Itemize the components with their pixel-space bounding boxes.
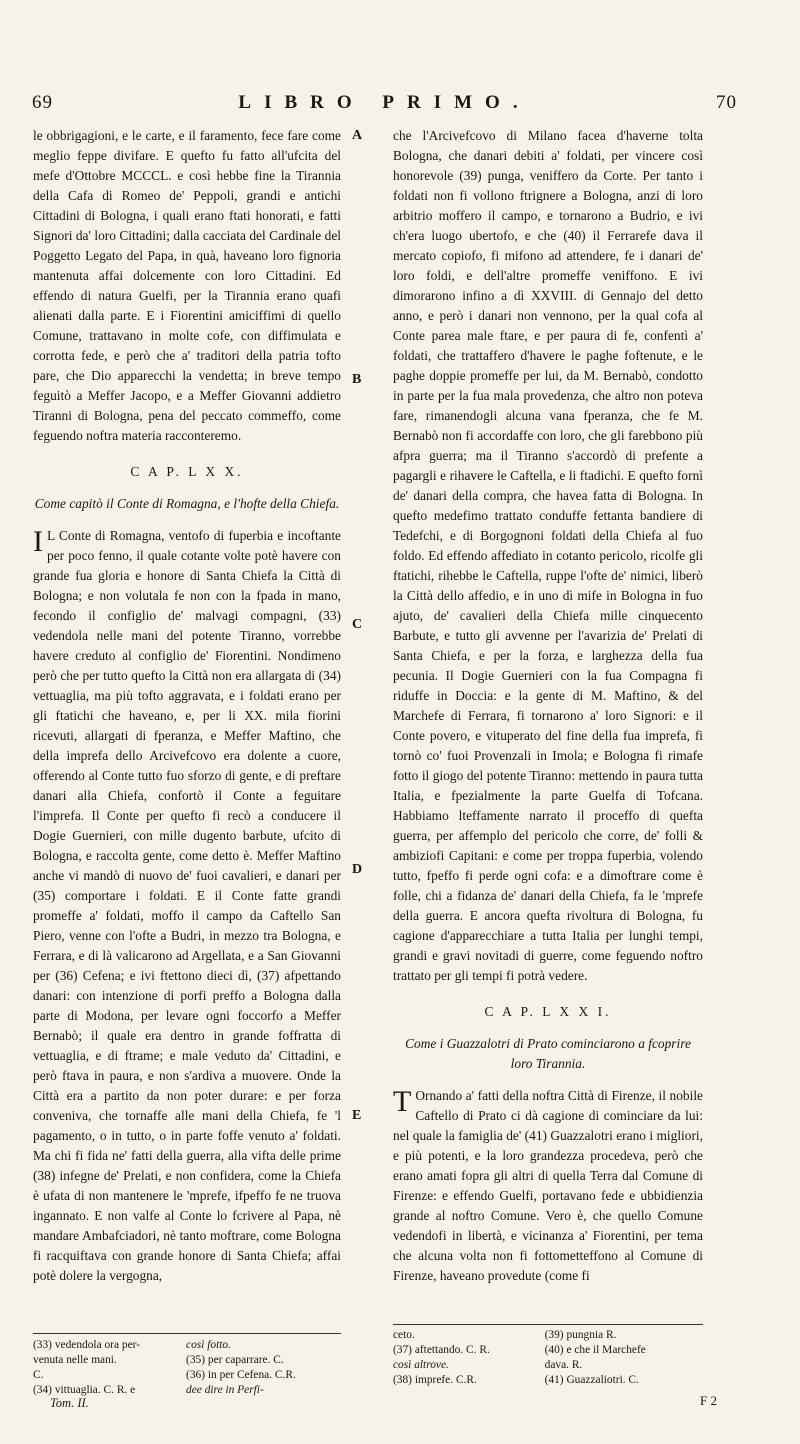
footnote: (37) aftettando. C. R.: [393, 1344, 490, 1356]
running-title: LIBRO PRIMO.: [238, 92, 531, 113]
footnote-rule-left: [33, 1333, 341, 1334]
margin-letter-d: D: [352, 862, 363, 877]
footnote: C.: [33, 1369, 44, 1381]
footnote: (34) vittuaglia. C. R. e: [33, 1384, 136, 1396]
chapter-summary: Come capitò il Conte di Romagna, e l'hofte della Chiefa.: [34, 496, 340, 511]
right-column: [393, 126, 703, 1286]
footnote: venuta nelle mani.: [33, 1354, 117, 1366]
chapter-summary: Come i Guazzalotri di Prato cominciarono a fcoprire loro Tirannia.: [405, 1036, 691, 1071]
footnote: (41) Guazzaliotri. C.: [544, 1374, 639, 1386]
footnote-rule-right: [393, 1324, 703, 1325]
footnote: dava. R.: [544, 1359, 583, 1371]
running-header: [32, 92, 737, 116]
page-number-right: 70: [716, 92, 737, 113]
footnote: così altrove.: [393, 1359, 449, 1371]
paragraph-text: Ornando a' fatti della noftra Città di Firenze, il nobile Caftello di Prato ci dà cagione di cominciare da lui: nel quale la famiglia de' (41) Guazzalotri erano i migliori, e più potenti, e la loro grandezza procedeva, però che erano amati fopra gli altri di quella Terra dal Comune di Firenze: e effendo Guelfi, portavano fede e ubbidienzia grande al noftro Comune. Vero è, che quello Comune vedendofi in libertà, e vicinanza a' Fiorentini, per tema che alcuna volta non fi fottometteffono al Comune di Firenze, haveano provedute (come fi: [393, 1088, 703, 1283]
footnote: ceto.: [393, 1329, 415, 1341]
footnote: (39) pungnia R.: [544, 1329, 617, 1341]
chapter-heading: C A P. L X X.: [130, 464, 244, 479]
paragraph: [33, 526, 341, 1286]
footnote: dee dire in Perfi-: [186, 1384, 264, 1396]
drop-cap: T: [393, 1085, 412, 1118]
margin-letter-c: C: [352, 617, 363, 632]
footnote: (40) e che il Marchefe: [544, 1344, 646, 1356]
footnote: così fotto.: [186, 1339, 231, 1351]
paragraph: [393, 1086, 703, 1286]
margin-letter-a: A: [352, 128, 363, 143]
margin-letter-b: B: [352, 372, 362, 387]
footnote: (38) imprefe. C.R.: [393, 1374, 477, 1386]
footnote: (35) per caparrare. C.: [186, 1354, 284, 1366]
margin-letter-e: E: [352, 1108, 362, 1123]
footnotes-left: [33, 1338, 343, 1398]
paragraph-text: L Conte di Romagna, ventofo di fuperbia e incoftante per poco fenno, il quale cotante volte potè havere con grande fua gloria e honore di Santa Chiefa la Città di Bologna; e non volutala fe non con la fpada in mano, fecondo il configlio de' malvagi compagni, (33) vedendola nelle mani del potente Tiranno, vorrebbe havere creduto al configlio de' Fiorentini. Nondimeno però che per tutto quefto la Città non era allargata di (34) vettuaglia, ma più tofto aggravata, e i foldati erano per gli ftatichi che haveano, e, per li XX. mila fiorini ricevuti, allargati di fperanza, e Meffer Maftino, che della imprefa dello Arcivefcovo era dolente a cuore, offerendo al Conte tutto fuo sforzo di gente, e di preftare danari alla Chiefa, confortò il Conte a feguitare l'imprefa. Il Conte per quefto fi recò a conducere il Dogie Guernieri, con mille dugento barbute, ufcito di Bologna, e raccolta gente, come detto è. Meffer Maftino anche vi mandò di nuovo de' fuoi cavalieri, e danari per (35) comportare i foldati. E il Conte fatte grandi promeffe a' foldati, moffo il campo da Caftello San Piero, venne con l'ofte a Budri, in mezzo tra Bologna, e Ferrara, e di là valicarono ad Argellata, e a San Giovanni per (36) Cefena; e ivi ftettono dieci dì, (37) afpettando danari: con intenzione di porfi preffo a Bologna dalla parte di Modona, per levare ogni foccorfo a Meffer Bernabò; il quale era dentro in grande foffratta di vettuaglia, e di ftrame; e male veduto da' Cittadini, e però ftava in paura, e non s'ardiva a muovere. Onde la Città era a partito da non poter durare: e per forza conveniva, che tornaffe alle mani della Chiefa, fe 'l pagamento, o in tutto, o in parte foffe venuto a' foldati. Ma chi fi fida ne' fatti della guerra, alla vifta delle prime (38) infegne de' Prelati, e non confidera, come la Chiefa è ufata di non mantenere le 'mprefe, ifpeffo fe ne truova ingannato. E non valfe al Conte lo fcrivere al Papa, nè mandare Ambafciadori, nè tanto moftrare, come Bologna fi racquiftava con grande honore di Santa Chiefa; affai potè dolere la vergogna,: [33, 528, 341, 1283]
footnote: (33) vedendola ora per-: [33, 1339, 140, 1351]
signature-mark: F 2: [700, 1393, 717, 1408]
paragraph: le obbrigagioni, e le carte, e il faramento, fece fare come meglio feppe divifare. E quefto fu fatto all'ufcita del mefe d'Ottobre MCCCL. e così hebbe fine la Tirannia della Cafa di Romeo de' Peppoli, grandi e antichi Cittadini di Bologna, i quali erano ftati honorati, e fatti Signori da' loro Cittadini; dalla cacciata del Cardinale del Poggetto Legato del Papa, in quà, haveano loro fignoria mantenuta affai dolcemente con loro Cittadini. Ed effendo di natura Guelfi, per la Tirannia erano quafi alienati dalla parte. E i Fiorentini amiciffimi di quello Comune, trattavano in molte cofe, con diffimulata e corrotta fede, e però che a' traditori della patria tofto pare, che Dio apparecchi la vendetta; in breve tempo feguitò a Meffer Jacopo, e a Meffer Giovanni addietro Tiranni di Bologna, pena del peccato commeffo, come feguendo noftra materia racconteremo.: [33, 128, 341, 443]
drop-cap: I: [33, 525, 43, 558]
volume-label: Tom. II.: [50, 1396, 89, 1410]
left-column: [33, 126, 341, 1286]
footnotes-right: [393, 1328, 703, 1388]
chapter-heading: C A P. L X X I.: [484, 1004, 612, 1019]
page-number-left: 69: [32, 92, 53, 113]
paragraph: che l'Arcivefcovo di Milano facea d'haverne tolta Bologna, che danari debiti a' foldati, per vincere così honorevole (39) punga, veniffero da Corte. Per tanto i foldati non fi vollono ftrignere a Bologna, anzi di loro arbitrio moffero il campo, e tornarono a Budrio, e ivi ch'era luogo ubertofo, e che (40) il Ferrarefe dava il mercato copiofo, fi mifono ad attendere, fe i danari de' loro foldi, e dell'altre promeffe veniffono. E ivi dimorarono infino a dì XXVIII. di Gennajo del detto anno, e però i danari non vennono, per la qual cofa al Conte parea male ftare, e per paura di fe, confentì a' foldati, che trattaffero d'havere le paghe foftenute, e le paghe doppie promeffe per lui, da M. Bernabò, condotto in parte per la fua mala provedenza, che altro non poteva fare, rimanendogli alcuna vana fperanza, che fe M. Bernabò non fi accordaffe con loro, che gli farebbono più afpra guerra; ma il Tiranno s'accordò di prefente a pagargli e rihavere le Caftella, e li ftadichi. E quefto fornì de' danari della compra, che havea fatta di Bologna. In quefto medefimo trattato conduffe fettanta bandiere di Tedefchi, e di Borgognoni foldati della Chiefa al fuo foldo. Ed effendo affediato in cotanto pericolo, ricolfe gli ftatichi, rihebbe le Caftella, ruppe l'ofte de' nimici, liberò la Città dello affedio, e in uno dì mife in Bologna in fuo ajuto, de' cavalieri della Chiefa mille cinquecento Barbute, e tutto gli avvenne per l'avarizia de' Prelati di Santa Chiefa, e per la forza, e larghezza della fua pecunia. Il Dogie Guernieri con la fua Compagna fi riduffe in Doccia: e la gente di M. Maftino, & del Marchefe di Ferrara, fi tornarono a' loro Signori: e il Conte povero, e vituperato del fine della fua imprefa, fi tornò co' fuoi Provenzali in Imola; e Bologna fi rimafe fotto il giogo del potente Tiranno: mettendo in paura tutta Italia, e fpezialmente la parte Guelfa di Tofcana. Habbiamo lteffamente narrato il proceffo di quefta guerra, per affemplo del pericolo che corre, de' folli & ambiziofi Capitani: e come per troppa fuperbia, volendo tutto, fpeffo fi perde ogni cofa: e a dimoftrare come è folle, chi a fidanza de' danari della Chiefa, fa le 'mprefe della guerra. E ancora quefta rivoltura di Bologna, fu cagione d'apparecchiare a tutta Italia per lunghi tempi, grandi e gravi novitadi di guerre, come feguendo noftro trattato per gli tempi fi potrà vedere.: [393, 128, 703, 983]
footnote: (36) in per Cefena. C.R.: [186, 1369, 296, 1381]
